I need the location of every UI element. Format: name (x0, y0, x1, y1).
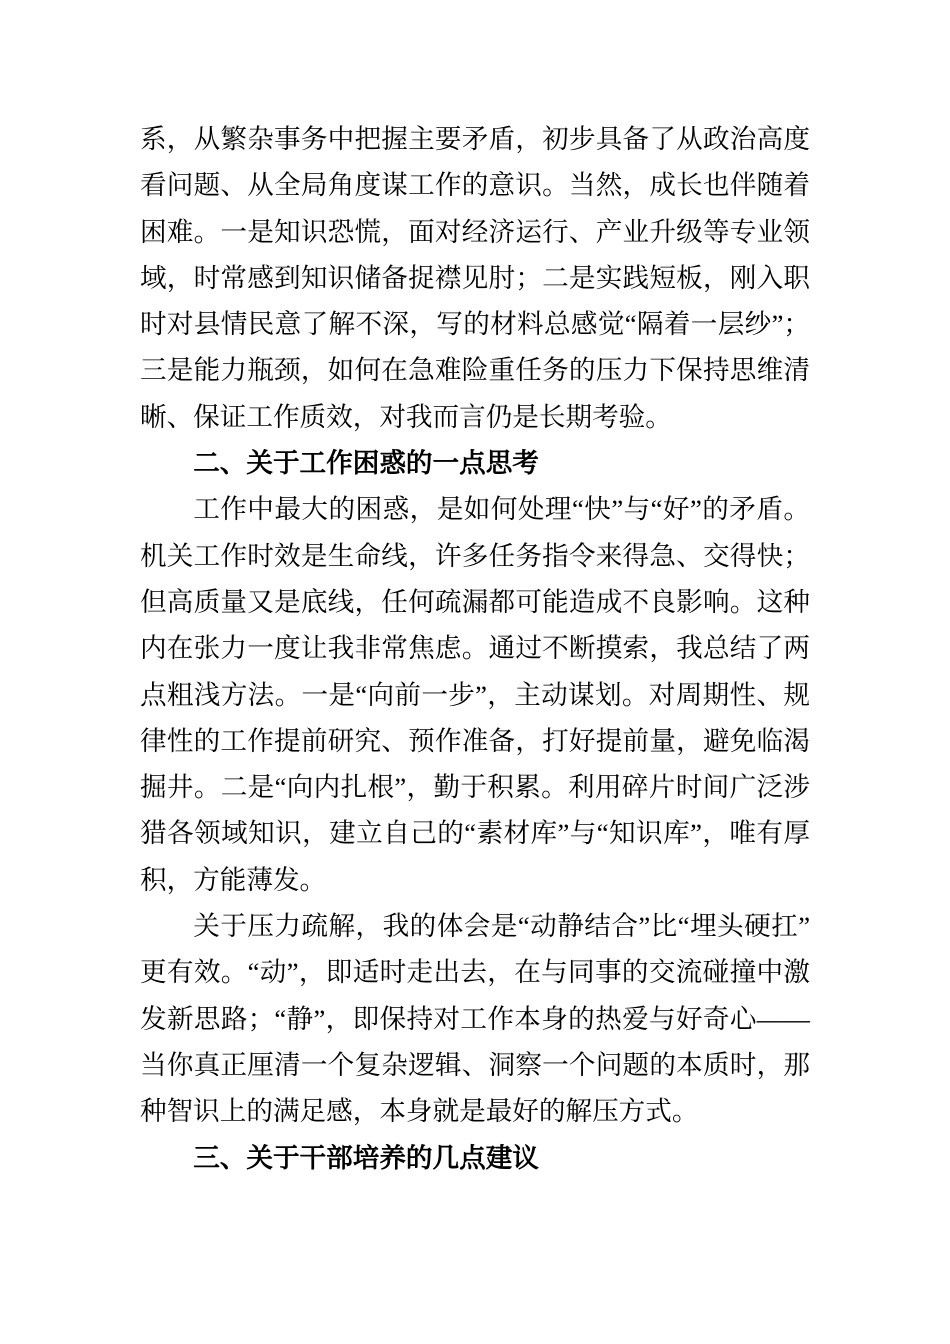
section-heading-3: 三、关于干部培养的几点建议 (193, 1142, 539, 1173)
paragraph-work-confusion: 工作中最大的困惑，是如何处理“快”与“好”的矛盾。机关工作时效是生命线，许多任务指令来得急、交得快；但高质量又是底线，任何疏漏都可能造成不良影响。这种内在张力一度让我非常焦虑。通过不断摸索，我总结了两点粗浅方法。一是“向前一步”，主动谋划。对周期性、规律性的工作提前研究、预作准备，打好提前量，避免临渴掘井。二是“向内扎根”，勤于积累。利用碎片时间广泛涉猎各领域知识，建立自己的“素材库”与“知识库”，唯有厚积，方能薄发。 (140, 494, 810, 895)
section-heading-2: 二、关于工作困惑的一点思考 (193, 448, 539, 479)
paragraph-continuation: 系，从繁杂事务中把握主要矛盾，初步具备了从政治高度看问题、从全局角度谋工作的意识。当然，成长也伴随着困难。一是知识恐慌，面对经济运行、产业升级等专业领域，时常感到知识储备捉襟见肘；二是实践短板，刚入职时对县情民意了解不深，写的材料总感觉“隔着一层纱”；三是能力瓶颈，如何在急难险重任务的压力下保持思维清晰、保证工作质效，对我而言仍是长期考验。 (140, 124, 810, 432)
document-body (140, 116, 810, 1181)
paragraph-pressure-relief: 关于压力疏解，我的体会是“动静结合”比“埋头硬扛”更有效。“动”，即适时走出去，在与同事的交流碰撞中激发新思路；“静”，即保持对工作本身的热爱与好奇心——当你真正厘清一个复杂逻辑、洞察一个问题的本质时，那种智识上的满足感，本身就是最好的解压方式。 (140, 911, 810, 1127)
